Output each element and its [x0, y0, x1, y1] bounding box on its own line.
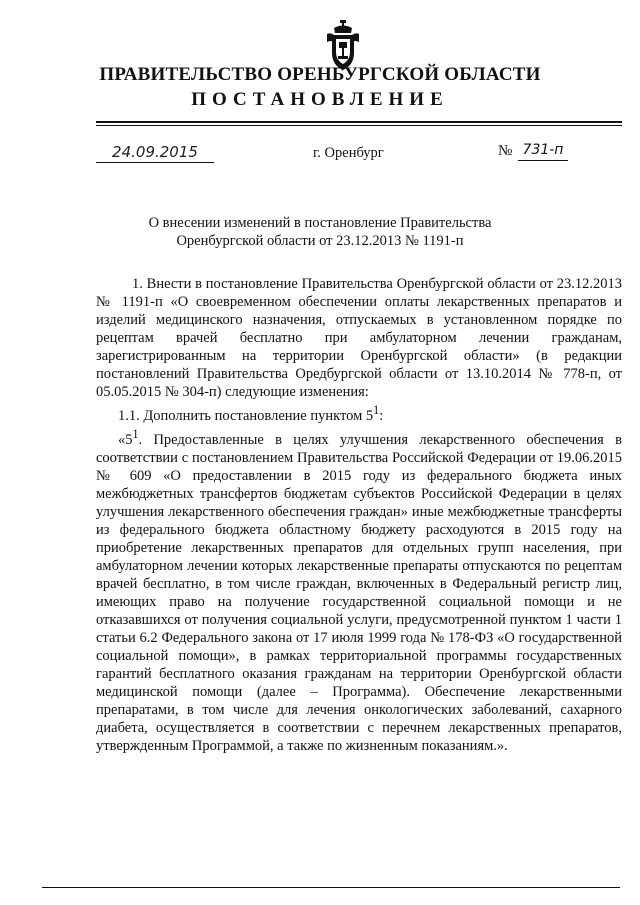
- paragraph-1-1-end: :: [379, 407, 384, 424]
- header-rule-thin: [96, 125, 622, 126]
- subject-line-1: О внесении изменений в постановление Правительства: [148, 215, 492, 231]
- paragraph-1-1-text: 1.1. Дополнить постановление пунктом 5: [118, 407, 374, 424]
- paragraph-5-1-text: . Предоставленные в целях улучшения лекарственного обеспечения в соответствии с постановлением Правительства Российской Федерации от 19.06.2015 № 609 «О предоставлении в 2015 году из федерального бюджета иных межбюджетных трансфертов бюджетам субъектов Российской Федерации в целях улучшения лекарственного обеспечения граждан» иные межбюджетные трансферты из федерального бюджета областному бюджету расходуются в 2015 году на приобретение лекарственных препаратов для отдельных групп населения, при амбулаторном лечении которых лекарственные препараты отпускаются по рецептам врачей бесплатно, в том числе граждан, включенных в Федеральный регистр лиц, имеющих право на получение государственной социальной помощи и не отказавшихся от получения социальной услуги, предусмотренной пунктом 1 части 1 статьи 6.2 Федерального закона от 17 июля 1999 года № 178-ФЗ «О государственной социальной помощи», в рамках территориальной программы государственных гарантий бесплатного оказания гражданам на территории Оренбургской области медицинской помощи (далее – Программа). Обеспечение лекарственными препаратами, в том числе для лечения онкологических заболеваний, сахарного диабета, осуществляется в соответствии с перечнем лекарственных препаратов, утвержденным Программой, а также по жизненным показаниям.».: [96, 431, 622, 754]
- document-body: [96, 275, 622, 755]
- document-date: 24.09.2015: [96, 142, 214, 163]
- footer-rule: [42, 887, 620, 888]
- paragraph-5-1: [96, 425, 622, 755]
- paragraph-5-1-sup: 1: [132, 426, 139, 441]
- header-rule-thick: [96, 121, 622, 123]
- paragraph-5-1-open: «5: [118, 431, 133, 448]
- subject-line-2: Оренбургской области от 23.12.2013 № 1191-п: [176, 233, 464, 249]
- document-type-title: ПОСТАНОВЛЕНИЕ: [191, 89, 449, 110]
- document-number-label: №: [498, 143, 513, 159]
- paragraph-1-1: [96, 401, 622, 425]
- document-number: 731-п: [518, 140, 568, 161]
- government-title: ПРАВИТЕЛЬСТВО ОРЕНБУРГСКОЙ ОБЛАСТИ: [99, 64, 541, 85]
- document-city: г. Оренбург: [313, 145, 384, 161]
- paragraph-1: 1. Внести в постановление Правительства Оренбургской области от 23.12.2013 № 1191-п «О своевременном обеспечении оплаты лекарственных препаратов и изделий медицинского назначения, отпускаемых в установленном порядке по рецептам врачей бесплатно при амбулаторном лечении гражданам, зарегистрированным на территории Оренбургской области» (в редакции постановлений Правительства Оредбургской области от 13.10.2014 № 778-п, от 05.05.2015 № 304-п) следующие изменения:: [96, 276, 622, 400]
- paragraph-1-1-sup: 1: [373, 403, 380, 417]
- document-subject: [0, 214, 640, 250]
